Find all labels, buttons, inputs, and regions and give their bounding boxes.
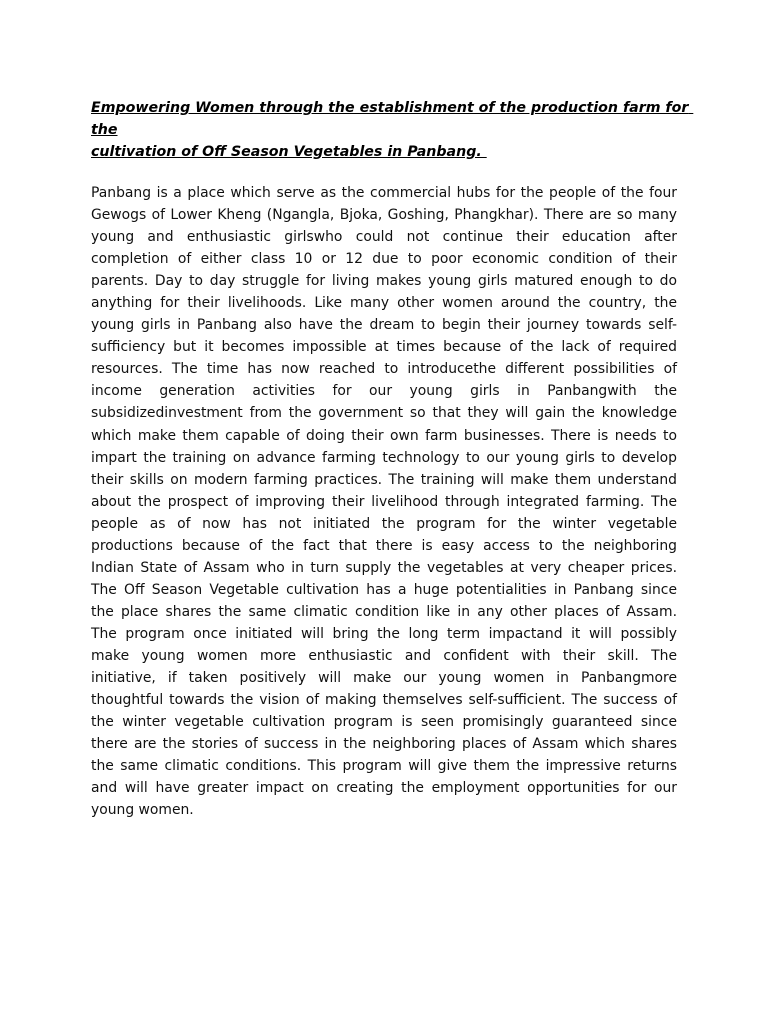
body-line: about the prospect of improving their livelihood through integrated farming. The (91, 493, 677, 510)
body-line: income generation activities for our young girls in Panbangwith the (91, 383, 677, 400)
body-line: parents. Day to day struggle for living makes young girls matured enough to do (91, 273, 677, 290)
body-line: there are the stories of success in the neighboring places of Assam which shares (91, 736, 677, 753)
body-line: thoughtful towards the vision of making themselves self-sufficient. The success of (91, 692, 677, 709)
title-line-2: cultivation of Off Season Vegetables in Panbang. (91, 144, 487, 160)
body-line: resources. The time has now reached to introducethe different possibilities of (91, 361, 677, 378)
body-line: productions because of the fact that there is easy access to the neighboring (91, 537, 677, 554)
body-line: The program once initiated will bring the long term impactand it will possibly (91, 625, 677, 642)
body-line: young women. (91, 802, 194, 819)
body-line: sufficiency but it becomes impossible at times because of the lack of required (91, 339, 677, 356)
body-paragraph (91, 182, 677, 821)
body-line: Panbang is a place which serve as the commercial hubs for the people of the four (91, 185, 677, 201)
document-title (91, 97, 694, 163)
body-line: anything for their livelihoods. Like many other women around the country, the (91, 295, 677, 312)
body-line: which make them capable of doing their own farm businesses. There is needs to (91, 427, 677, 444)
body-line: completion of either class 10 or 12 due to poor economic condition of their (91, 251, 677, 268)
body-line: young and enthusiastic girlswho could not continue their education after (91, 229, 677, 246)
title-line-1: Empowering Women through the establishment of the production farm for the (91, 100, 694, 138)
body-line: and will have greater impact on creating the employment opportunities for our (91, 780, 677, 797)
body-line: subsidizedinvestment from the government so that they will gain the knowledge (91, 405, 677, 422)
body-line: the winter vegetable cultivation program is seen promisingly guaranteed since (91, 714, 677, 731)
body-line: the place shares the same climatic condition like in any other places of Assam. (91, 603, 677, 620)
body-line: their skills on modern farming practices. The training will make them understand (91, 471, 677, 488)
body-line: make young women more enthusiastic and confident with their skill. The (91, 647, 677, 664)
body-line: young girls in Panbang also have the dream to begin their journey towards self- (91, 317, 677, 334)
body-line: people as of now has not initiated the program for the winter vegetable (91, 515, 677, 532)
body-line: Indian State of Assam who in turn supply the vegetables at very cheaper prices. (91, 559, 677, 576)
body-line: impart the training on advance farming technology to our young girls to develop (91, 449, 677, 466)
body-line: Gewogs of Lower Kheng (Ngangla, Bjoka, Goshing, Phangkhar). There are so many (91, 207, 677, 224)
body-line: the same climatic conditions. This program will give them the impressive returns (91, 758, 677, 775)
body-line: The Off Season Vegetable cultivation has a huge potentialities in Panbang since (91, 581, 677, 598)
body-line: initiative, if taken positively will make our young women in Panbangmore (91, 670, 677, 687)
